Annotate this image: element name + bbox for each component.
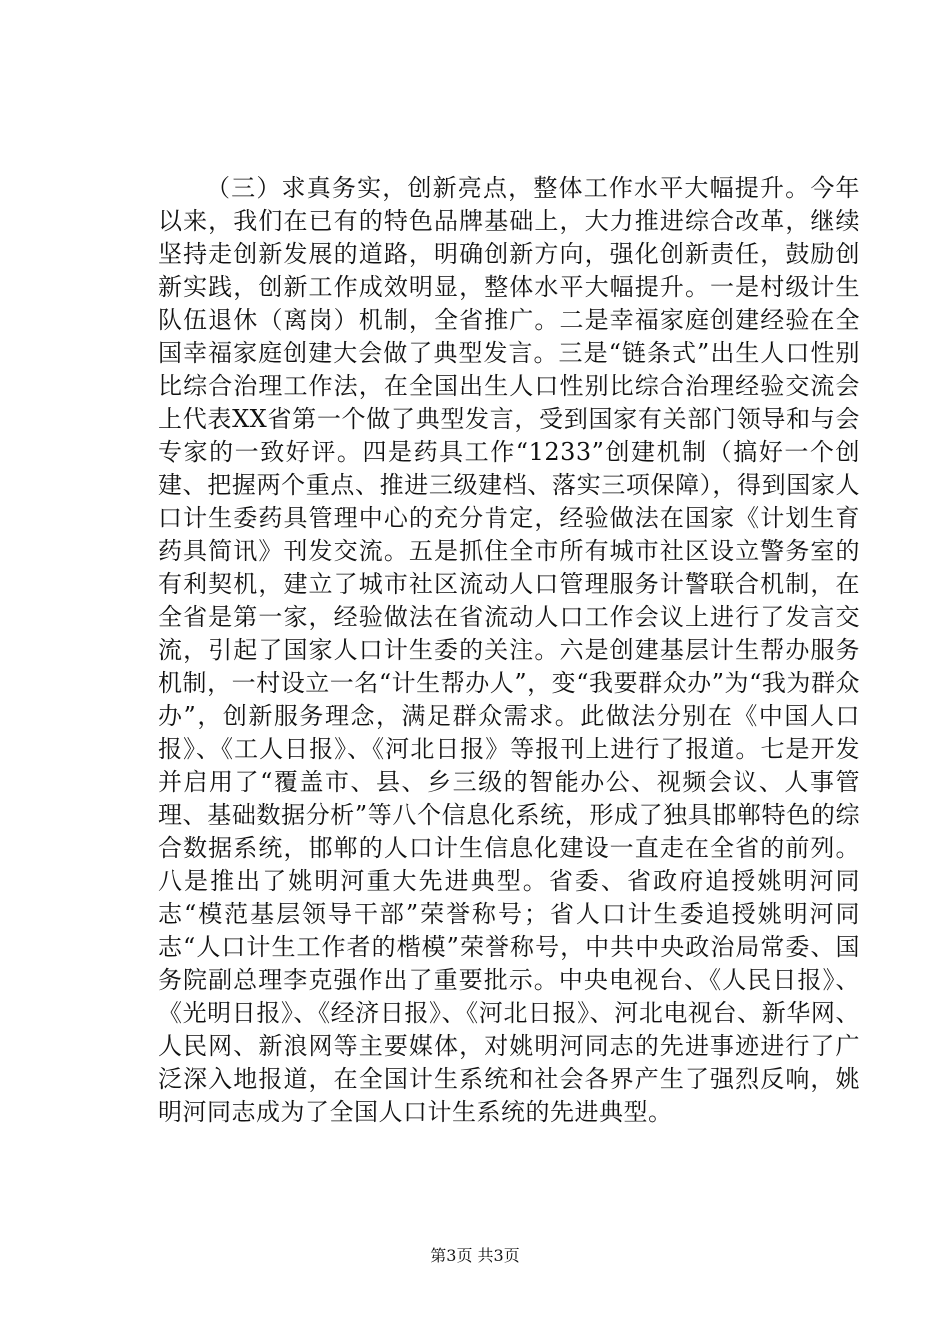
page-footer: 第3页 共3页 [430, 1246, 520, 1265]
body-paragraph: （三）求真务实，创新亮点，整体工作水平大幅提升。今年以来，我们在已有的特色品牌基础上，大力推进综合改革，继续坚持走创新发展的道路，明确创新方向，强化创新责任，鼓励创新实践，创新工作成效明显，整体水平大幅提升。一是村级计生队伍退休（离岗）机制，全省推广。二是幸福家庭创建经验在全国幸福家庭创建大会做了典型发言。三是“链条式”出生人口性别比综合治理工作法，在全国出生人口性别比综合治理经验交流会上代表XX省第一个做了典型发言，受到国家有关部门领导和与会专家的一致好评。四是药具工作“1233”创建机制（搞好一个创建、把握两个重点、推进三级建档、落实三项保障），得到国家人口计生委药具管理中心的充分肯定，经验做法在国家《计划生育药具简讯》刊发交流。五是抓住全市所有城市社区设立警务室的有利契机，建立了城市社区流动人口管理服务计警联合机制，在全省是第一家，经验做法在省流动人口工作会议上进行了发言交流，引起了国家人口计生委的关注。六是创建基层计生帮办服务机制，一村设立一名“计生帮办人”，变“我要群众办”为“我为群众办”，创新服务理念，满足群众需求。此做法分别在《中国人口报》、《工人日报》、《河北日报》等报刊上进行了报道。七是开发并启用了“覆盖市、县、乡三级的智能办公、视频会议、人事管理、基础数据分析”等八个信息化系统，形成了独具邯郸特色的综合数据系统，邯郸的人口计生信息化建设一直走在全省的前列。八是推出了姚明河重大先进典型。省委、省政府追授姚明河同志“模范基层领导干部”荣誉称号；省人口计生委追授姚明河同志“人口计生工作者的楷模”荣誉称号，中共中央政治局常委、国务院副总理李克强作出了重要批示。中央电视台、《人民日报》、《光明日报》、《经济日报》、《河北日报》、河北电视台、新华网、人民网、新浪网等主要媒体，对姚明河同志的先进事迹进行了广泛深入地报道，在全国计生系统和社会各界产生了强烈反响，姚明河同志成为了全国人口计生系统的先进典型。 [158, 174, 860, 1126]
